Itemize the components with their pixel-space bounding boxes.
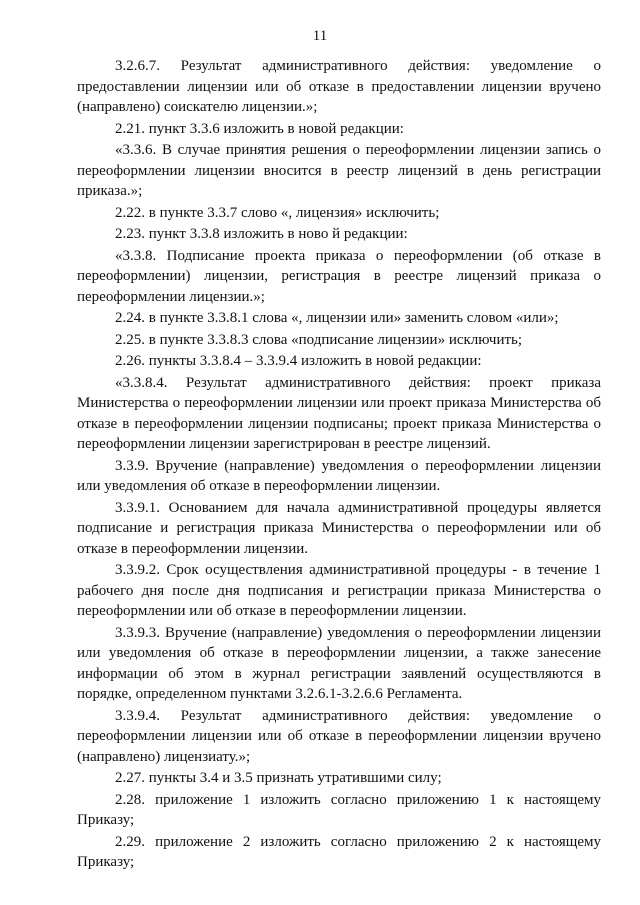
paragraph: 2.21. пункт 3.3.6 изложить в новой редакции: [115,120,404,137]
paragraph: 3.3.9. Вручение (направление) уведомления о переоформлении лицензии или уведомления об отказе в переоформлении лицензии. [77,457,601,494]
paragraph: 2.29. приложение 2 изложить согласно приложению 2 к настоящему Приказу; [77,833,601,870]
paragraph: 2.26. пункты 3.3.8.4 – 3.3.9.4 изложить в новой редакции: [115,353,482,369]
paragraph: 2.25. в пункте 3.3.8.3 слова «подписание лицензии» исключить; [115,331,523,348]
paragraph: «3.3.6. В случае принятия решения о переоформлении лицензии запись о переоформлении лицензии вносится в реестр лицензий в день регистрации приказа.»; [77,142,601,199]
document-body [77,56,601,874]
paragraph: «3.3.8.4. Результат административного действия: проект приказа Министерства о переоформлении лицензии или проект приказа Министерства об отказе в переоформлении лицензии подписаны; проект приказа Министерства о переоформлении лицензии зарегистрирован в реестре лицензий. [77,374,601,452]
paragraph: 2.24. в пункте 3.3.8.1 слова «, лицензии или» заменить словом «или»; [115,310,559,326]
paragraph: 3.3.9.3. Вручение (направление) уведомления о переоформлении лицензии или уведомления об отказе в переоформлении лицензии, а также занесение информации об этом в журнал регистрации заявлений осуществляются в порядке, определенном пунктами 3.2.6.1-3.2.6.6 Регламента. [77,624,601,702]
paragraph: 3.2.6.7. Результат административного действия: уведомление о предоставлении лицензии или об отказе в предоставлении лицензии вручено (направлено) соискателю лицензии.»; [77,58,601,115]
paragraph: 3.3.9.1. Основанием для начала административной процедуры является подписание и регистрация приказа Министерства о переоформлении или об отказе в переоформлении лицензии. [77,499,601,557]
paragraph: «3.3.8. Подписание проекта приказа о переоформлении (об отказе в переоформлении) лицензии, регистрация в реестре лицензий приказа о переоформлении лицензии.»; [77,247,601,305]
paragraph: 3.3.9.4. Результат административного действия: уведомление о переоформлении лицензии или об отказе в переоформлении лицензии вручено (направлено) лицензиату.»; [77,707,601,765]
paragraph: 2.22. в пункте 3.3.7 слово «, лицензия» исключить; [115,204,440,221]
paragraph: 3.3.9.2. Срок осуществления административной процедуры - в течение 1 рабочего дня после дня подписания и регистрации приказа Министерства о переоформлении или об отказе в переоформлении лицензии. [77,562,601,619]
page-number: 11 [312,28,328,44]
paragraph: 2.23. пункт 3.3.8 изложить в ново й редакции: [115,226,408,242]
paragraph: 2.28. приложение 1 изложить согласно приложению 1 к настоящему Приказу; [77,791,601,828]
paragraph: 2.27. пункты 3.4 и 3.5 признать утратившими силу; [115,770,442,786]
